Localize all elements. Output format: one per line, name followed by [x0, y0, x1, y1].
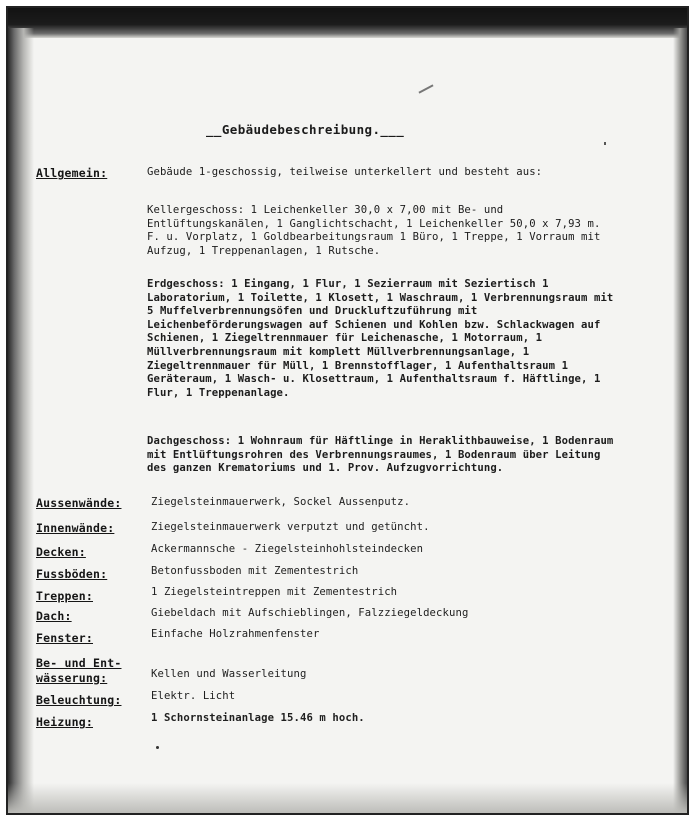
label-decken: Decken:	[36, 545, 86, 559]
scan-right-shadow	[673, 28, 687, 813]
label-entwaesserung-line1: Be- und Ent-	[36, 656, 122, 670]
value-decken: Ackermannsche - Ziegelsteinhohlsteindecken	[151, 543, 424, 555]
pen-mark	[418, 84, 433, 93]
paragraph-kellergeschoss: Kellergeschoss: 1 Leichenkeller 30,0 x 7,00 mit Be- und Entlüftungskanälen, 1 Ganglichtschacht, 1 Leichenkeller 50,0 x 7,93 m. F. u. Vorplatz, 1 Goldbearbeitungsraum 1 Büro, 1 Treppe, 1 Vorraum mit Aufzug, 1 Treppenanlagen, 1 Rutsche.	[147, 204, 601, 257]
label-aussenwaende: Aussenwände:	[36, 496, 122, 510]
label-innenwaende: Innenwände:	[36, 521, 115, 535]
value-dach: Giebeldach mit Aufschieblingen, Falzziegeldeckung	[151, 607, 469, 619]
value-fenster: Einfache Holzrahmenfenster	[151, 628, 320, 640]
value-fussboeden: Betonfussboden mit Zementestrich	[151, 565, 359, 577]
value-beleuchtung: Elektr. Licht	[151, 690, 236, 702]
label-entwaesserung	[36, 656, 121, 686]
paragraph-erdgeschoss: Erdgeschoss: 1 Eingang, 1 Flur, 1 Sezierraum mit Seziertisch 1 Laboratorium, 1 Toilette, 1 Klosett, 1 Waschraum, 1 Verbrennungsraum mit 5 Muffelverbrennungsöfen und Druckluftzuführung mit Leichenbeförderungswagen auf Schienen und Kohlen bzw. Schlackwagen auf Schienen, 1 Ziegeltrennmauer für Leichenasche, 1 Motorraum, 1 Müllverbrennungsraum mit komplett Müllverbrennungsanlage, 1 Ziegeltrennmauer für Müll, 1 Brennstofflager, 1 Aufenthaltsraum 1 Geräteraum, 1 Wasch- u. Klosettraum, 1 Aufenthaltsraum f. Häftlinge, 1 Flur, 1 Treppenanlage.	[147, 278, 614, 399]
label-dach: Dach:	[36, 609, 72, 623]
ink-speck	[604, 142, 606, 145]
label-fussboeden: Fussböden:	[36, 567, 108, 581]
paragraph-intro: Gebäude 1-geschossig, teilweise unterkellert und besteht aus:	[147, 166, 543, 178]
label-fenster: Fenster:	[36, 631, 93, 645]
value-treppen: 1 Ziegelsteintreppen mit Zementestrich	[151, 586, 398, 598]
label-treppen: Treppen:	[36, 589, 93, 603]
document-page	[6, 6, 689, 815]
value-heizung: 1 Schornsteinanlage 15.46 m hoch.	[151, 712, 365, 724]
scan-bottom-shadow	[8, 783, 687, 813]
label-heizung: Heizung:	[36, 715, 93, 729]
value-entwaesserung: Kellen und Wasserleitung	[151, 668, 307, 680]
scan-left-shadow	[8, 28, 34, 813]
document-title: __Gebäudebeschreibung.___	[206, 122, 405, 137]
label-entwaesserung-line2: wässerung:	[36, 671, 108, 685]
value-innenwaende: Ziegelsteinmauerwerk verputzt und getüncht.	[151, 521, 430, 533]
ink-speck	[156, 746, 159, 749]
label-allgemein: Allgemein:	[36, 166, 108, 180]
paragraph-dachgeschoss: Dachgeschoss: 1 Wohnraum für Häftlinge in Heraklithbauweise, 1 Bodenraum mit Entlüftungsrohren des Verbrennungsraumes, 1 Bodenraum über Leitung des ganzen Krematoriums und 1. Prov. Aufzugvorrichtung.	[147, 435, 614, 475]
value-aussenwaende: Ziegelsteinmauerwerk, Sockel Aussenputz.	[151, 496, 411, 508]
label-beleuchtung: Beleuchtung:	[36, 693, 122, 707]
scan-top-shadow	[8, 8, 687, 38]
